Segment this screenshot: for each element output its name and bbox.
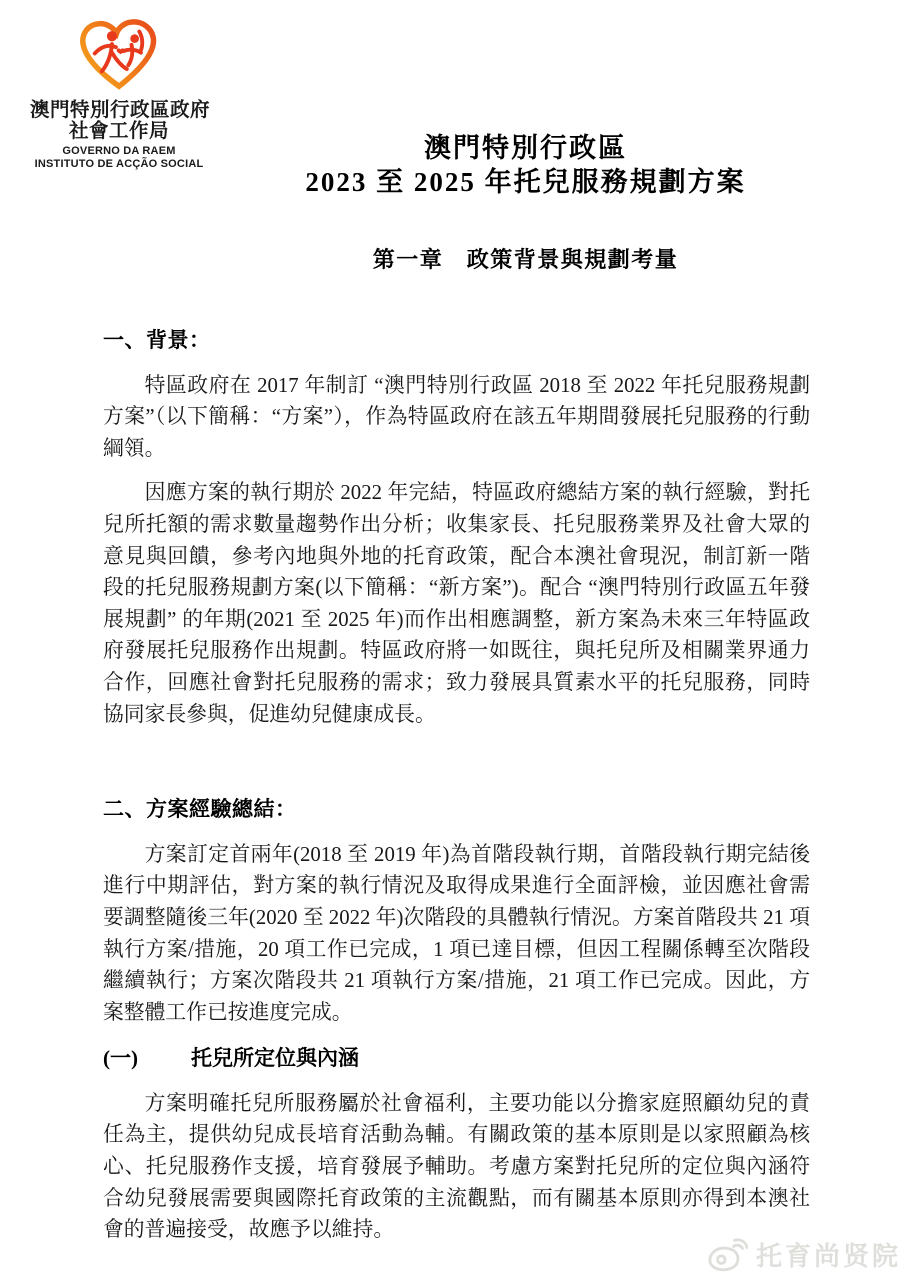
paragraph: 特區政府在 2017 年制訂 “澳門特別行政區 2018 至 2022 年托兒服務規劃方案”（以下簡稱：“方案”），作為特區政府在該五年期間發展托兒服務的行動綱領。	[103, 373, 810, 460]
subsection-number: (一)	[103, 1046, 138, 1071]
subsection-title: 托兒所定位與內涵	[191, 1046, 359, 1071]
document-body	[103, 325, 810, 1246]
section-heading-summary: 二、方案經驗總結：	[103, 797, 297, 822]
paragraph: 因應方案的執行期於 2022 年完結，特區政府總結方案的執行經驗，對托兒所托額的需求數量趨勢作出分析；收集家長、托兒服務業界及社會大眾的意見與回饋，參考內地與外地的托育政策，配合本澳社會現況，制訂新一階段的托兒服務規劃方案(以下簡稱：“新方案”)。配合 “澳門特別行政區五年發展規劃” 的年期(2021 至 2025 年)而作出相應調整，新方案為未來三年特區政府發展托兒服務作出規劃。特區政府將一如既往，與托兒所及相關業界通力合作，回應社會對托兒服務的需求；致力發展具質素水平的托兒服務，同時協同家長參與，促進幼兒健康成長。	[103, 481, 810, 726]
section-heading-background: 一、背景：	[103, 328, 211, 352]
document-title-line1: 澳門特別行政區	[424, 133, 627, 163]
paragraph: 方案明確托兒所服務屬於社會福利，主要功能以分擔家庭照顧幼兒的責任為主，提供幼兒成長培育活動為輔。有關政策的基本原則是以家照顧為核心、托兒服務作支援，培育發展予輔助。考慮方案對托兒所的定位與內涵符合幼兒發展需要與國際托育政策的主流觀點，而有關基本原則亦得到本澳社會的普遍接受，故應予以維持。	[103, 1091, 810, 1242]
subsection-heading-positioning	[103, 1043, 810, 1075]
org-name-pt-line2: INSTITUTO DE ACÇÃO SOCIAL	[34, 157, 204, 170]
weibo-icon	[706, 1238, 748, 1272]
watermark	[706, 1236, 901, 1273]
paragraph: 方案訂定首兩年(2018 至 2019 年)為首階段執行期，首階段執行期完結後進行中期評估，對方案的執行情況及取得成果進行全面評檢，並因應社會需要調整隨後三年(2020 至 2022 年)次階段的具體執行情況。方案首階段共 21 項執行方案/措施，20 項工作已完成，1 項已達目標，但因工程關係轉至次階段繼續執行；方案次階段共 21 項執行方案/措施，21 項工作已完成。因此，方案整體工作已按進度完成。	[103, 842, 810, 1024]
watermark-text: 托育尚贤院	[755, 1241, 901, 1271]
org-name-pt-line1: GOVERNO DA RAEM	[62, 145, 176, 157]
document-title	[140, 131, 911, 199]
org-name-zh-line1: 澳門特別行政區政府	[30, 99, 211, 121]
org-name-zh-line2: 社會工作局	[68, 120, 169, 142]
heart-logo-icon	[76, 16, 162, 94]
document-title-line2: 2023 至 2025 年托兒服務規劃方案	[305, 167, 746, 197]
chapter-heading: 第一章 政策背景與規劃考量	[372, 247, 679, 272]
